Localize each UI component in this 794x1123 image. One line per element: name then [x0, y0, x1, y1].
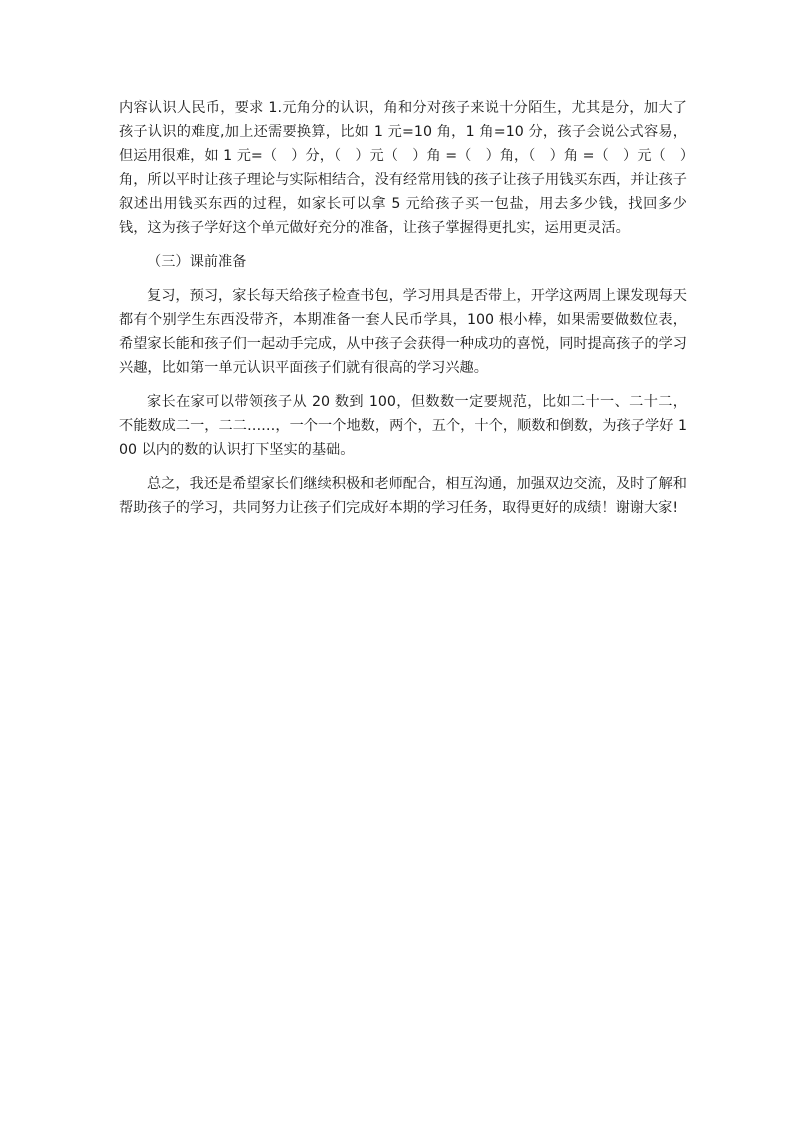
paragraph-counting-practice: 家长在家可以带领孩子从 20 数到 100，但数数一定要规范，比如二十一、二十二，不能数成二一，二二……，一个一个地数，两个，五个，十个，顺数和倒数，为孩子学好 100 以内的数的认识打下坚实的基础。: [119, 394, 687, 458]
document-body: [119, 96, 687, 530]
paragraph-money-recognition: 内容认识人民币，要求 1.元角分的认识，角和分对孩子来说十分陌生，尤其是分，加大了孩子认识的难度,加上还需要换算，比如 1 元=10 角，1 角=10 分，孩子会说公式容易，但运用很难，如 1 元=（ ）分，（ ）元（ ）角 =（ ）角，（ ）角 =（ ）元（ ）角，所以平时让孩子理论与实际相结合，没有经常用钱的孩子让孩子用钱买东西，并让孩子叙述出用钱买东西的过程，如家长可以拿 5 元给孩子买一包盐，用去多少钱，找回多少钱，这为孩子学好这个单元做好充分的准备，让孩子掌握得更扎实，运用更灵活。: [119, 100, 687, 236]
paragraph-review-preview: 复习，预习，家长每天给孩子检查书包，学习用具是否带上，开学这两周上课发现每天都有个别学生东西没带齐，本期准备一套人民币学具，100 根小棒，如果需要做数位表，希望家长能和孩子们一起动手完成，从中孩子会获得一种成功的喜悦，同时提高孩子的学习兴趣，比如第一单元认识平面孩子们就有很高的学习兴趣。: [119, 288, 687, 376]
paragraph-conclusion: 总之，我还是希望家长们继续积极和老师配合，相互沟通，加强双边交流，及时了解和帮助孩子的学习，共同努力让孩子们完成好本期的学习任务，取得更好的成绩！谢谢大家!: [119, 476, 687, 516]
section-heading-pre-class-preparation: （三）课前准备: [147, 254, 247, 270]
